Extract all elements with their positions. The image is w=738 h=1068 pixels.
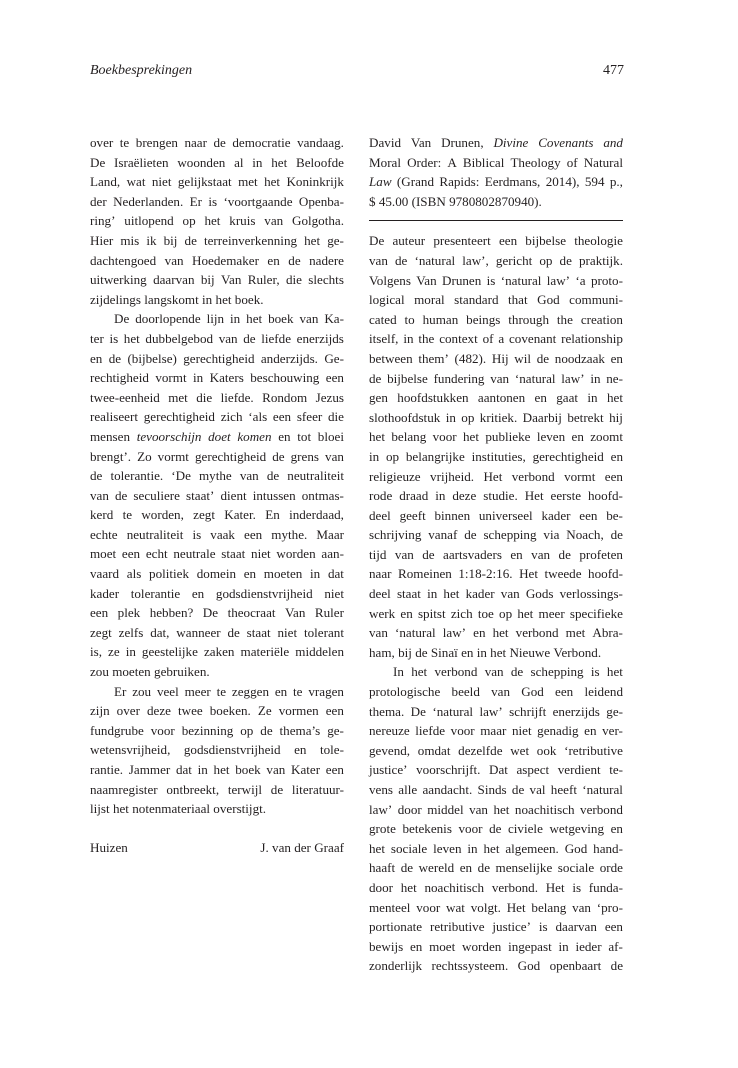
text-line: religieuze vrijheid. Het verbond vormt een (369, 468, 623, 484)
text-line: grote betekenis voor de civiele wetgeving en (369, 821, 623, 837)
text-line: van ‘natural law’ en het verbond met Abra- (369, 625, 623, 641)
paragraph (90, 133, 344, 309)
text-line: De doorlopende lijn in het boek van Ka- (114, 311, 344, 327)
text-line: kader tolerantie en godsdienstvrijheid niet (90, 585, 344, 601)
text-line: tijd van de aartsvaders en van de profeten (369, 546, 623, 562)
text-line: zijdelings langskomt in het boek. (90, 291, 264, 307)
text-line: naamregister ontbreekt, terwijl de literatuur- (90, 781, 344, 797)
text-line: Moral Order: A Biblical Theology of Natural (369, 154, 623, 170)
text-line: De auteur presenteert een bijbelse theologie (369, 233, 623, 249)
text-line: zegt zelfs dat, wanneer de staat niet tolerant (90, 624, 344, 640)
text-line: cated to human beings through the creation (369, 311, 623, 327)
text-line: der Nederlanden. Er is ‘voortgaande Openba- (90, 193, 344, 209)
text-line: de tolerantie. ‘De mythe van de neutraliteit (90, 468, 344, 484)
text-line: realiseert gerechtigheid zich ‘als een sfeer die (90, 409, 344, 425)
text-line: fundgrube voor bezinning op de thema’s ge- (90, 722, 344, 738)
text-line: in op belangrijke instituties, gerechtigheid en (369, 448, 623, 464)
text-line: brengt’. Zo vormt gerechtigheid de grens van (90, 448, 344, 464)
text-line: slothoofdstuk in op kritiek. Daarbij betrekt hij (369, 409, 623, 425)
text-line: is, ze in geestelijke zaken materiële middelen (90, 644, 344, 660)
text-line: itself, in the context of a covenant relationship (369, 331, 623, 347)
text-line: menteel voor wat volgt. Het belang van ‘pro- (369, 899, 623, 915)
text-line: deel geeft binnen universeel kader een be- (369, 507, 623, 523)
text-line: rode draad in deze studie. Het eerste hoofd- (369, 488, 623, 504)
text-line: nereuze liefde voor maar niet genadig en ver- (369, 723, 623, 739)
text-line: zou moeten gebruiken. (90, 664, 210, 680)
right-column (369, 133, 623, 976)
text-line: werk en spitst zich toe op het meer specifieke (369, 605, 623, 621)
text-line: het belang voor het publieke leven en zoomt (369, 429, 623, 445)
text-line: De Israëlieten woonden al in het Beloofde (90, 154, 344, 170)
divider-rule (369, 220, 623, 221)
text-line: zijn over deze twee boeken. Ze vormen een (90, 703, 344, 719)
text-line: ter is het dubbelgebod van de liefde enerzijds (90, 330, 344, 346)
text-line: Volgens Van Drunen is ‘natural law’ ‘a proto- (369, 272, 623, 288)
text-line: justice’ voorschrijft. Dat aspect verdient te- (369, 762, 623, 778)
text-line: ring’ uitlopend op het kruis van Golgotha. (90, 213, 344, 229)
paragraph (90, 309, 344, 681)
text-line: $ 45.00 (ISBN 9780802870940). (369, 193, 542, 209)
text-line: bewijs en moet worden ingepast in ieder af- (369, 938, 623, 954)
text-line: naar Romeinen 1:18-2:16. Het tweede hoofd- (369, 566, 623, 582)
text-line: van de seculiere staat’ dient intussen ontmas- (90, 487, 344, 503)
signature-place: Huizen (90, 840, 128, 856)
text-line: uitwerking daarvan bij Van Ruler, die slechts (90, 272, 344, 288)
text-line: ham, bij de Sinaï en in het Nieuwe Verbond. (369, 644, 602, 660)
text-line: schrijving vanaf de schepping via Noach, de (369, 527, 623, 543)
text-line: deel staat in het kader van Gods verlossings- (369, 586, 623, 602)
text-line: mensen tevoorschijn doet komen en tot bloei (90, 428, 344, 444)
text-line: between them’ (482). Hij wil de noodzaak en (369, 350, 623, 366)
text-line: protologische beeld van God een leidend (369, 684, 623, 700)
paragraph (90, 682, 344, 819)
paragraph (369, 662, 623, 976)
text-line: Law (Grand Rapids: Eerdmans, 2014), 594 p., (369, 174, 623, 190)
text-line: en de (bijbelse) gerechtigheid anderzijds. Ge- (90, 350, 344, 366)
text-line: rantie. Jammer dat in het boek van Kater een (90, 762, 344, 777)
review-signature (90, 838, 344, 858)
left-column (90, 133, 344, 858)
text-line: gen hoofdstukken aantonen en gaat in het (369, 390, 623, 406)
book-citation (369, 133, 623, 211)
text-line: Er zou veel meer te zeggen en te vragen (114, 683, 344, 699)
text-line: van de ‘natural law’, gericht op de praktijk. (369, 252, 623, 268)
spacer (90, 819, 344, 839)
text-line: over te brengen naar de democratie vandaag. (90, 135, 344, 150)
text-line: een plek hebben? De theocraat Van Ruler (90, 605, 344, 621)
text-line: lijst het notenmateriaal overstijgt. (90, 801, 267, 817)
text-line: Land, wat niet gelijkstaat met het Koninkrijk (90, 174, 344, 190)
text-line: zonderlijk rechtssysteem. God openbaart de (369, 958, 623, 974)
text-line: door het noachitisch verbond. Het is funda- (369, 879, 623, 895)
text-line: logical moral standard that God communi- (369, 292, 623, 308)
text-line: thema. De ‘natural law’ schrijft enerzijds ge- (369, 703, 623, 719)
text-line: rechtigheid vormt in Katers beschouwing een (90, 370, 344, 386)
text-line: vens alle aandacht. Sinds de val heeft ‘natural (369, 782, 623, 797)
text-line: moet een echt neutrale staat niet worden aan- (90, 546, 344, 562)
page-number: 477 (603, 63, 624, 78)
signature-author: J. van der Graaf (260, 840, 344, 856)
text-line: de bijbelse fundering van ‘natural law’ in ne- (369, 370, 623, 386)
text-line: dachtengoed van Hoedemaker en de nadere (90, 252, 344, 268)
text-line: haaft de wereld en de menselijke sociale orde (369, 860, 623, 876)
text-line: Hier mis ik bij de terreinverkenning het ge- (90, 232, 344, 248)
text-line: portionate retributive justice’ is daarvan een (369, 919, 623, 935)
text-line: wetensvrijheid, godsdienstvrijheid en tole- (90, 742, 344, 758)
text-line: twee-eenheid met die liefde. Rondom Jezus (90, 389, 344, 405)
text-line: kerd te worden, zegt Kater. En inderdaad, (90, 507, 344, 523)
text-line: het sociale leven in het algemeen. God hand- (369, 840, 623, 856)
text-line: vaard als politiek domein en moeten in dat (90, 566, 344, 582)
text-line: David Van Drunen, Divine Covenants and (369, 135, 623, 150)
text-line: law’ door middel van het noachitisch verbond (369, 801, 623, 817)
text-line: gevend, omdat dezelfde wet ook ‘retributive (369, 742, 623, 758)
text-line: echte neutraliteit is vaak een mythe. Maar (90, 526, 344, 542)
text-line: In het verbond van de schepping is het (393, 664, 623, 680)
running-header-title: Boekbesprekingen (90, 63, 193, 78)
paragraph (369, 231, 623, 662)
